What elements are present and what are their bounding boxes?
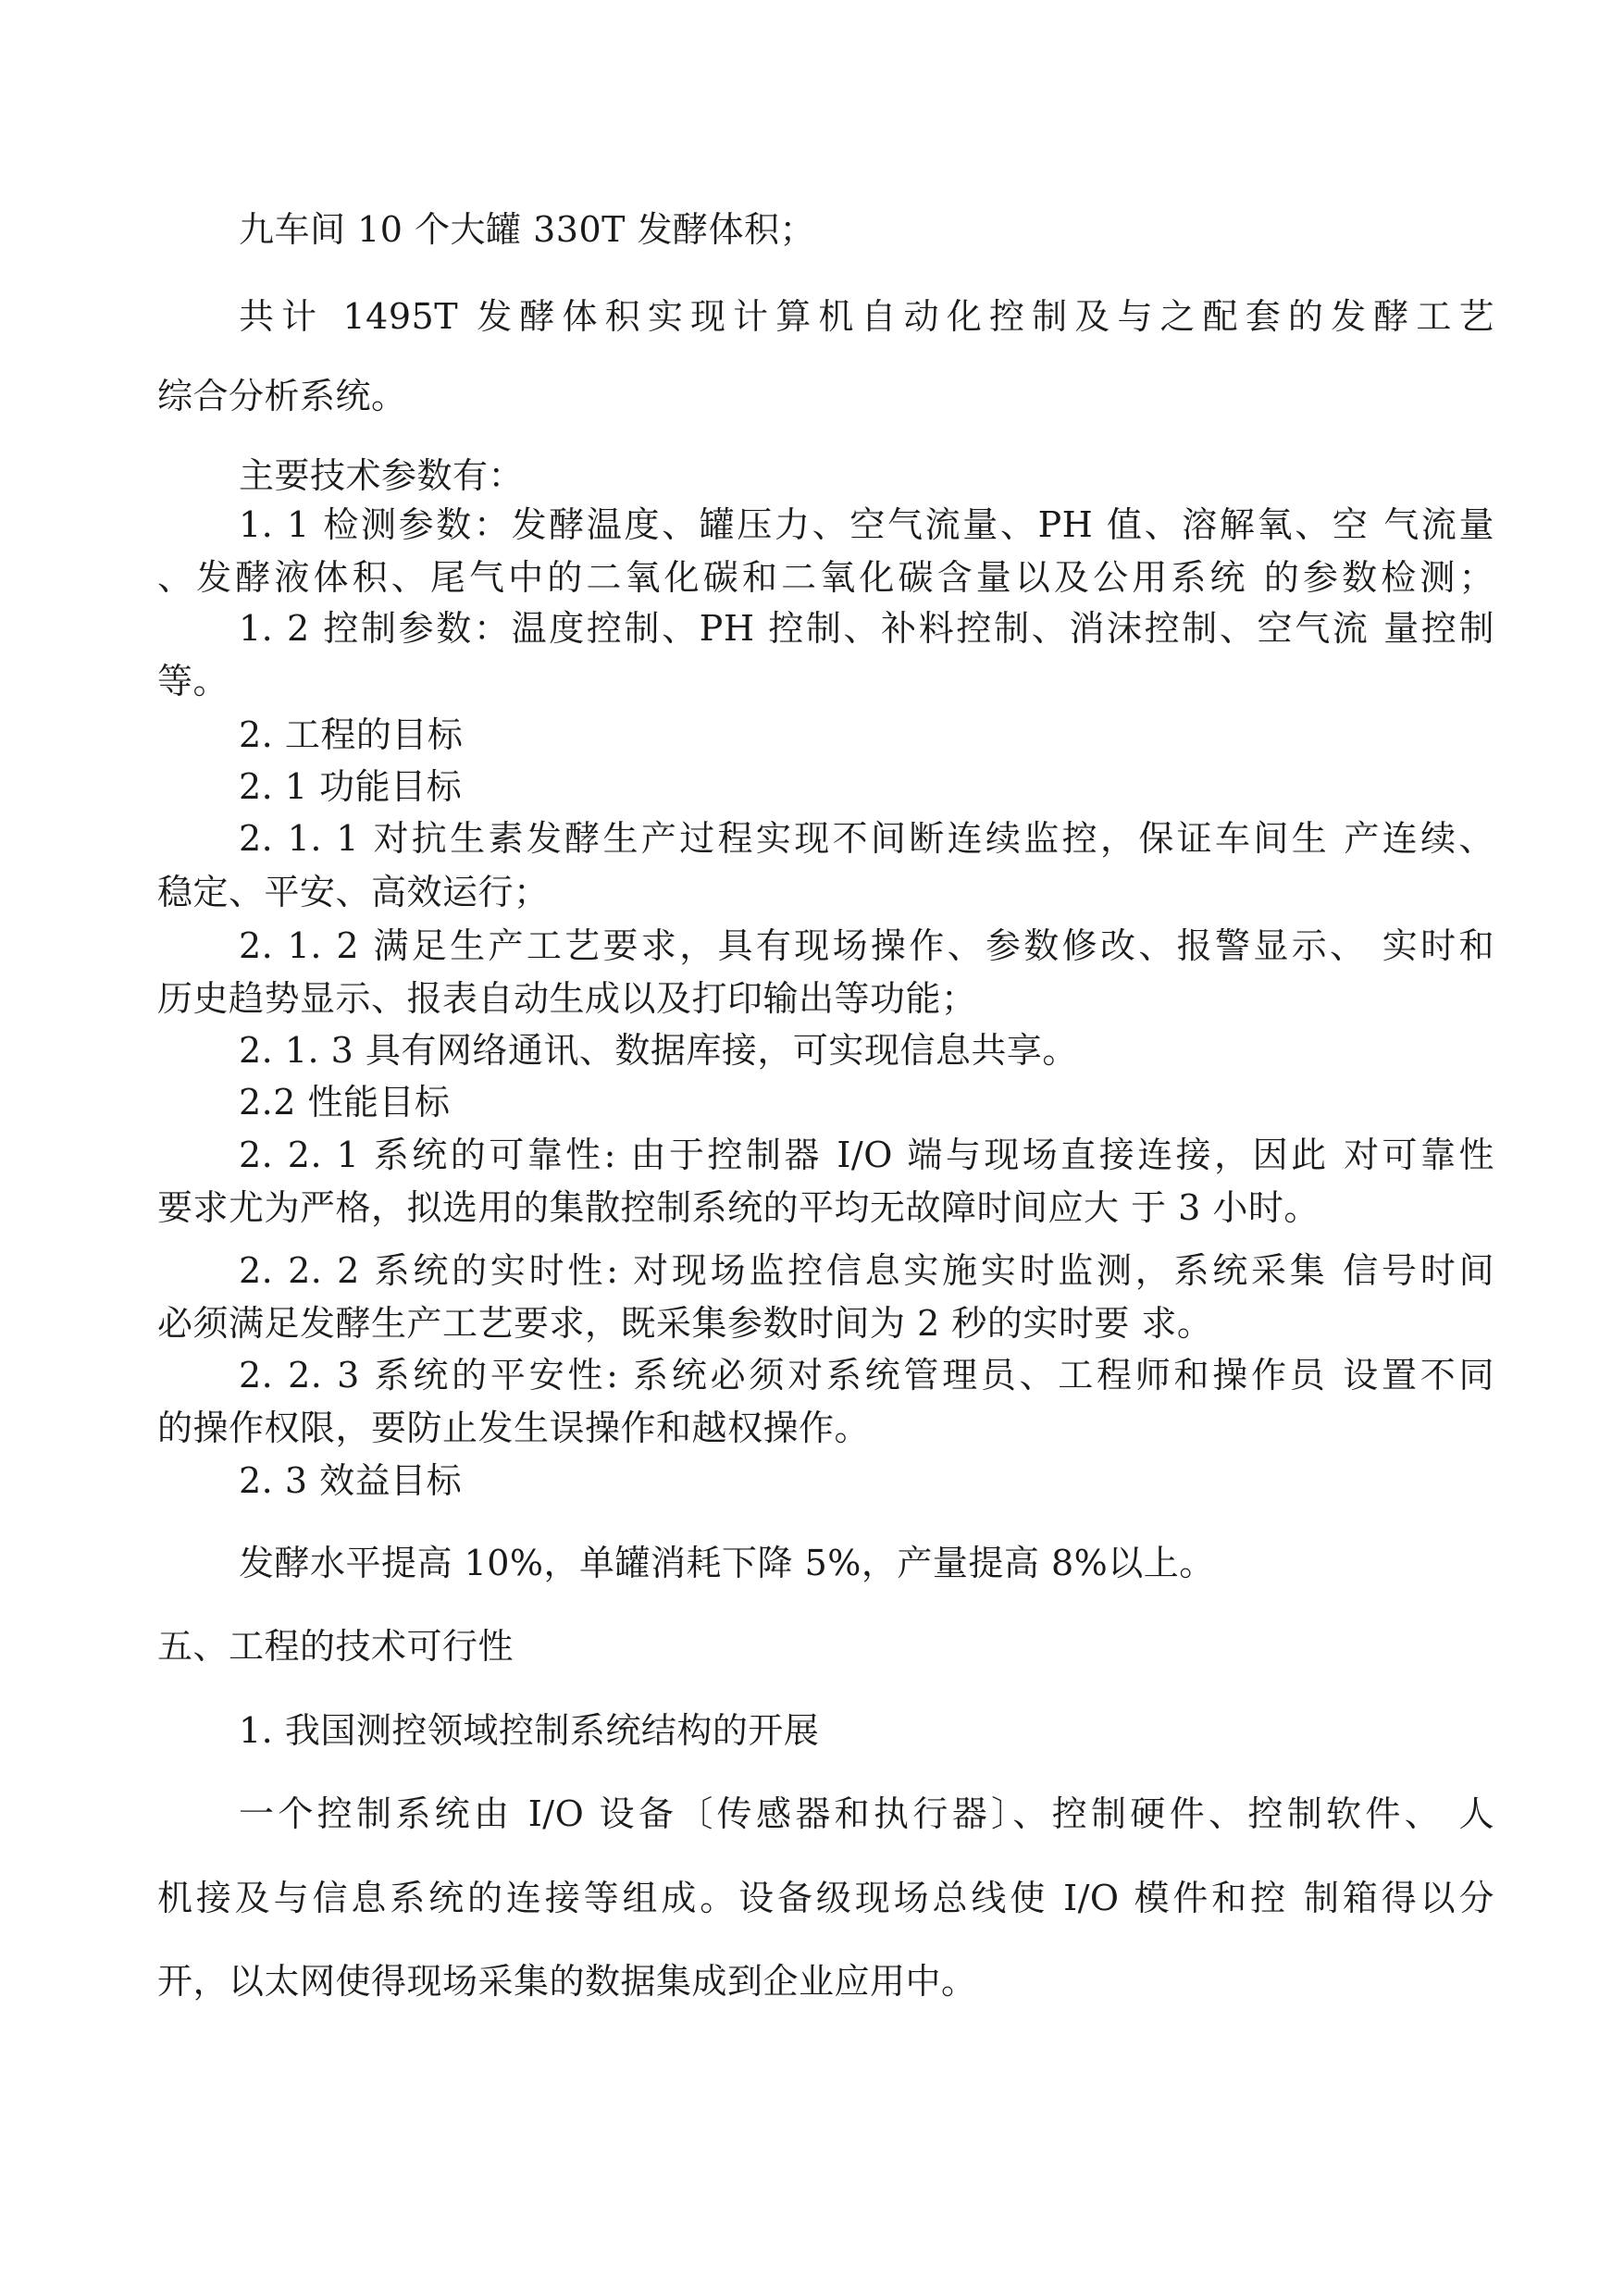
- section-heading: 2.2 性能目标: [239, 1082, 451, 1123]
- paragraph-line: 一个控制系统由 I/O 设备〔传感器和执行器〕、控制硬件、控制软件、 人: [239, 1793, 1494, 1834]
- paragraph-line: 机接及与信息系统的连接等组成。设备级现场总线使 I/O 模件和控 制箱得以分: [157, 1878, 1494, 1918]
- paragraph-line: 综合分析系统。: [157, 376, 407, 416]
- paragraph-line: 2. 2. 1 系统的可靠性: 由于控制器 I/O 端与现场直接连接，因此 对可靠性: [239, 1135, 1494, 1175]
- paragraph-line: 发酵水平提高 10%，单罐消耗下降 5%，产量提高 8%以上。: [239, 1543, 1215, 1583]
- paragraph-line: 必须满足发酵生产工艺要求，既采集参数时间为 2 秒的实时要 求。: [157, 1303, 1213, 1344]
- paragraph-line: 九车间 10 个大罐 330T 发酵体积；: [239, 209, 816, 250]
- paragraph-line: 2. 1. 3 具有网络通讯、数据库接，可实现信息共享。: [239, 1030, 1078, 1071]
- paragraph-line: 、发酵液体积、尾气中的二氧化碳和二氧化碳含量以及公用系统 的参数检测；: [157, 557, 1494, 598]
- section-heading: 2. 工程的目标: [239, 714, 464, 755]
- paragraph-line: 等。: [157, 661, 229, 701]
- paragraph-line: 稳定、平安、高效运行；: [157, 872, 550, 912]
- paragraph-line: 2. 2. 2 系统的实时性: 对现场监控信息实施实时监测，系统采集 信号时间: [239, 1250, 1494, 1291]
- paragraph-line: 共计 1495T 发酵体积实现计算机自动化控制及与之配套的发酵工艺: [239, 296, 1494, 337]
- paragraph-line: 历史趋势显示、报表自动生成以及打印输出等功能；: [157, 978, 977, 1019]
- paragraph-line: 1. 2 控制参数：温度控制、PH 控制、补料控制、消沫控制、空气流 量控制: [239, 608, 1494, 649]
- paragraph-line: 2. 2. 3 系统的平安性: 系统必须对系统管理员、工程师和操作员 设置不同: [239, 1355, 1494, 1396]
- section-heading: 2. 1 功能目标: [239, 766, 463, 807]
- paragraph-line: 2. 1. 2 满足生产工艺要求，具有现场操作、参数修改、报警显示、 实时和: [239, 925, 1494, 966]
- chapter-heading: 五、工程的技术可行性: [157, 1626, 514, 1667]
- paragraph-line: 主要技术参数有：: [239, 455, 525, 496]
- paragraph-line: 的操作权限，要防止发生误操作和越权操作。: [157, 1408, 871, 1448]
- paragraph-line: 1. 1 检测参数：发酵温度、罐压力、空气流量、PH 值、溶解氧、空 气流量: [239, 504, 1494, 545]
- paragraph-line: 开，以太网使得现场采集的数据集成到企业应用中。: [157, 1961, 977, 2002]
- section-heading: 1. 我国测控领域控制系统结构的开展: [239, 1710, 820, 1751]
- paragraph-line: 2. 1. 1 对抗生素发酵生产过程实现不间断连续监控，保证车间生 产连续、: [239, 818, 1494, 859]
- section-heading: 2. 3 效益目标: [239, 1460, 463, 1501]
- paragraph-line: 要求尤为严格，拟选用的集散控制系统的平均无故障时间应大 于 3 小时。: [157, 1187, 1320, 1228]
